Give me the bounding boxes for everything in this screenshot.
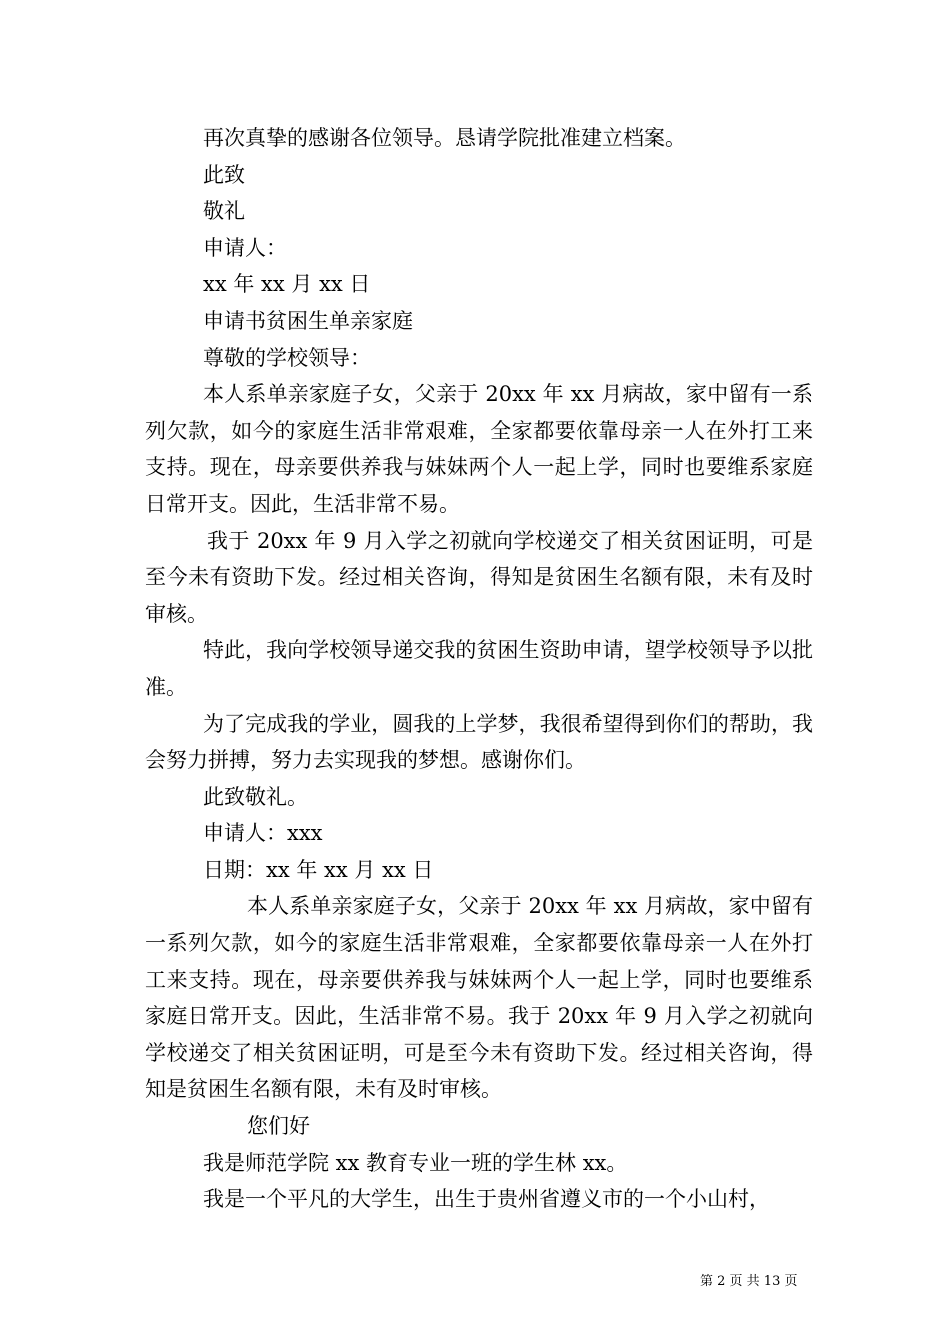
greeting-2: 您们好 <box>247 1114 310 1139</box>
paragraph-enrollment: 我于 20xx 年 9 月入学之初就向学校递交了相关贫困证明，可是至今未有资助下发。经过相关咨询，得知是贫困生名额有限，未有及时审核。 <box>145 528 813 626</box>
section-title: 申请书贫困生单亲家庭 <box>203 308 413 333</box>
page-number: 第 2 页 共 13 页 <box>700 1274 798 1289</box>
paragraph-hope: 为了完成我的学业，圆我的上学梦，我很希望得到你们的帮助，我会努力拼搏，努力去实现我的梦想。感谢你们。 <box>145 711 813 773</box>
paragraph-family-situation: 本人系单亲家庭子女，父亲于 20xx 年 xx 月病故，家中留有一系列欠款，如今的家庭生活非常艰难，全家都要依靠母亲一人在外打工来支持。现在，母亲要供养我与妹妹两个人一起上学，同时也要维系家庭日常开支。因此，生活非常不易。 <box>145 382 813 516</box>
greeting: 尊敬的学校领导： <box>203 345 371 370</box>
applicant-line: 申请人：xxx <box>203 821 323 846</box>
salutation-jingli: 敬礼 <box>203 199 245 224</box>
paragraph-repeat: 本人系单亲家庭子女，父亲于 20xx 年 xx 月病故，家中留有一系列欠款，如今的家庭生活非常艰难，全家都要依靠母亲一人在外打工来支持。现在，母亲要供养我与妹妹两个人一起上学，同时也要维系家庭日常开支。因此，生活非常不易。我于 20xx 年 9 月入学之初就向学校递交了相关贫困证明，可是至今未有资助下发。经过相关咨询，得知是贫困生名额有限，未有及时审核。 <box>145 894 813 1102</box>
document-body <box>145 120 813 1218</box>
closing-thanks-line: 再次真挚的感谢各位领导。恳请学院批准建立档案。 <box>203 126 686 150</box>
date-line: xx 年 xx 月 xx 日 <box>203 272 371 297</box>
paragraph-background: 我是一个平凡的大学生，出生于贵州省遵义市的一个小山村， <box>203 1187 770 1212</box>
date-line-2: 日期：xx 年 xx 月 xx 日 <box>203 857 434 882</box>
salutation-cizhi: 此致 <box>203 162 245 187</box>
applicant-label: 申请人： <box>203 235 287 260</box>
self-introduction: 我是师范学院 xx 教育专业一班的学生林 xx。 <box>203 1150 628 1175</box>
paragraph-request: 特此，我向学校领导递交我的贫困生资助申请，望学校领导予以批准。 <box>145 638 813 699</box>
closing-regards: 此致敬礼。 <box>203 784 308 809</box>
